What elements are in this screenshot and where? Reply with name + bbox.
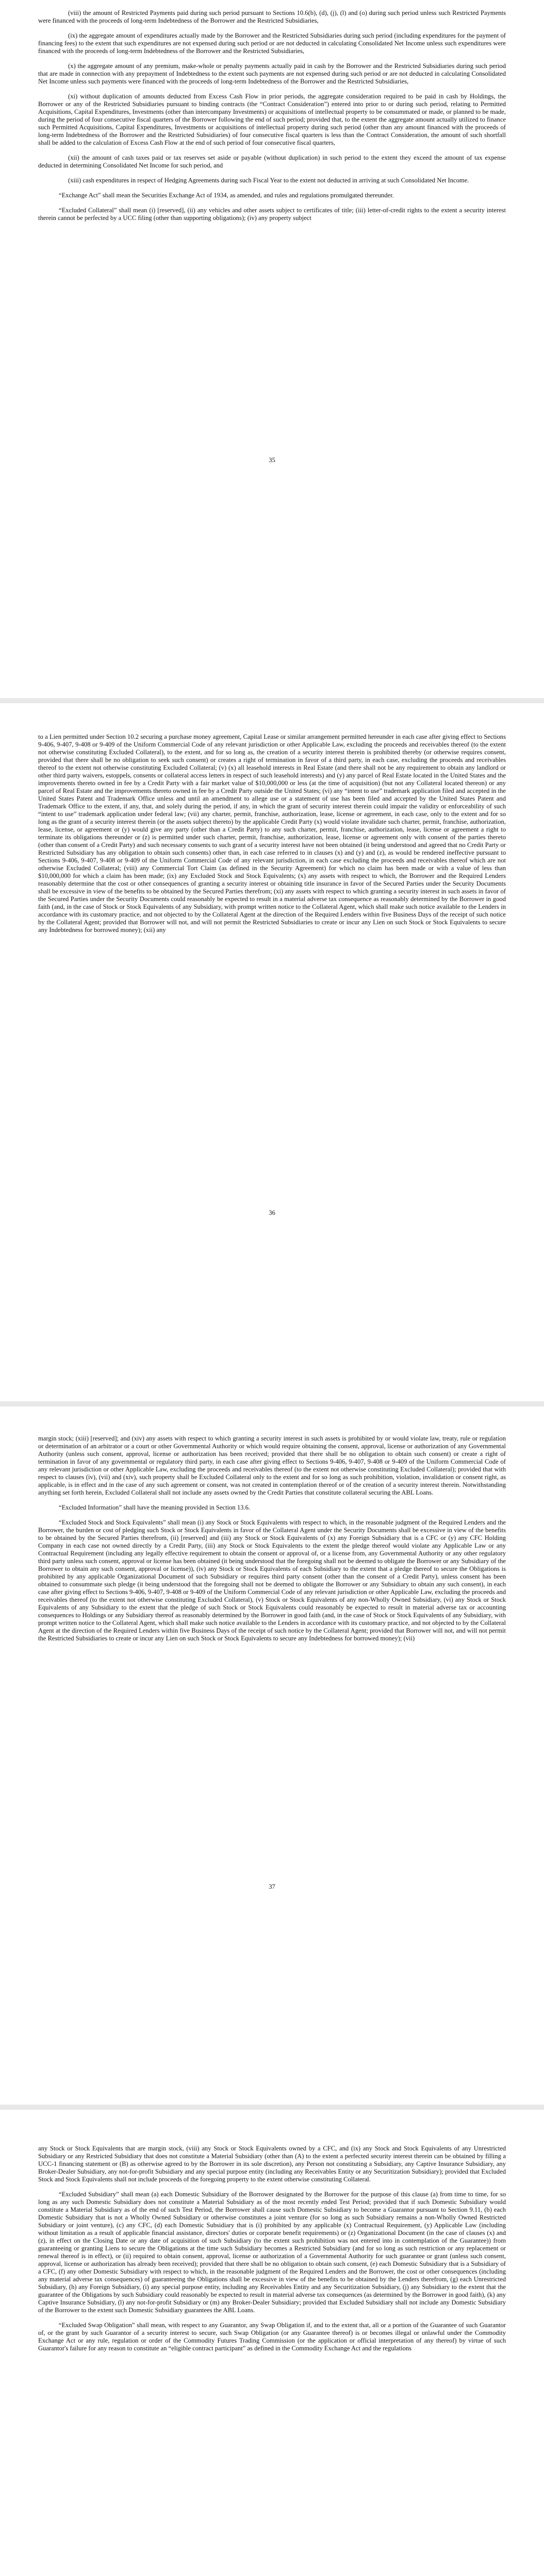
definition-text: shall mean, with respect to any Guarantor, any Swap Obligation if, and to the extent that, all or a portion of the Guarantee of such Guarantor of, or the grant by such Guarantor of a security interest to secure, such Swap Obligation (or any Guarantee thereof) is or becomes illegal or unlawful under the Commodity Exchange Act or any rule, regulation or order of the Commodity Futures Trading Commission (or the application or official interpretation of any thereof) by virtue of such Guarantor's failure for any reason to constitute an “eligible contract participant” as defined in the Commodity Exchange Act and the regulations (38, 2321, 506, 2352)
definition-excluded-subsidiary (38, 2191, 506, 2314)
defined-term: “Exchange Act” (59, 192, 101, 199)
excluded-stock-continued: any Stock or Stock Equivalents that are margin stock, (viii) any Stock or Stock Equivalents owned by a CFC, and (ix) any Stock and Stock Equivalents of any Unrestricted Subsidiary or any Restricted Subsidiary that does not constitute a Material Subsidiary (other than (A) to the extent a perfected security interest therein can be obtained by filling a UCC-1 financing statement or (B) as otherwise agreed to by the Borrower in its sole discretion), any Person not constituting a Subsidiary, any Captive Insurance Subsidiary, any Broker-Dealer Subsidiary, any not-for-profit Subsidiary and any special purpose entity (including any Receivables Entity or any Securitization Subsidiary); provided that Excluded Stock and Stock Equivalents shall not include proceeds of the foregoing property to the extent otherwise constituting Collateral. (38, 2145, 506, 2183)
defined-term: “Excluded Collateral” (59, 207, 117, 214)
page-37-body (38, 1435, 506, 1650)
definition-exchange-act (38, 192, 506, 199)
defined-term: “Excluded Swap Obligation” (59, 2321, 135, 2329)
definition-text: shall have the meaning provided in Section 13.6. (122, 1504, 251, 1511)
page-separator (0, 1401, 544, 1406)
definition-text: shall mean (i) any Stock or Stock Equivalents with respect to which, in the reasonable judgment of the Required Lenders and the Borrower, the burden or cost of pledging such Stock or Stock Equivalents in favor of the Collateral Agent under the Security Documents shall be excessive in view of the benefits to be obtained by the Secured Parties therefrom, (ii) [reserved] and (iii) any Stock or Stock Equivalents of (x) any Foreign Subsidiary that is a CFC or (y) any CFC Holding Company in each case not owned directly by a Credit Party, (iii) any Stock or Stock Equivalents to the extent the pledge thereof would violate any Applicable Law or any Contractual Requirement (including any legally effective requirement to obtain the consent or approval of, or a license from, any Governmental Authority or any other regulatory third party unless such consent, approval or license has been obtained (it being understood that the foregoing shall not be deemed to obligate the Borrower or any Subsidiary of the Borrower to obtain any such consent, approval or license)), (iv) any Stock or Stock Equivalents of each Subsidiary to the extent that a pledge thereof to secure the Obligations is prohibited by any applicable Organizational Document of such Subsidiary or requires third party consent (other than the consent of a Credit Party), unless consent has been obtained to consummate such pledge (it being understood that the foregoing shall not be deemed to obligate the Borrower or any Subsidiary to obtain any such consent), in each case after giving effect to Sections 9-406, 9-407, 9-408 or 9-409 of the Uniform Commercial Code of any relevant jurisdiction or other Applicable Law, excluding the proceeds and receivables thereof (to the extent not otherwise constituting Excluded Collateral), (v) Stock or Stock Equivalents of any non-Wholly Owned Subsidiary, (vi) any Stock or Stock Equivalents of any Subsidiary to the extent that the pledge of such Stock or Stock Equivalents could reasonably be expected to result in material adverse tax or accounting consequences to Holdings or any Subsidiary thereof as reasonably determined by the Borrower in good faith (and, in the case of Stock or Stock Equivalents of any Subsidiary, with prompt written notice to the Collateral Agent, which shall make such notice available to the Lenders in accordance with its customary practice, and not objected to by the Collateral Agent at the direction of the Required Lenders within five Business Days of the receipt of such notice by the Collateral Agent; provided that Borrower will not, and will not permit the Restricted Subsidiaries to create or incur any Lien on such Stock or Stock Equivalents to secure any Indebtedness for borrowed money); (vii) (38, 1519, 506, 1642)
definition-excluded-information (38, 1504, 506, 1512)
page-separator (0, 698, 544, 703)
page-number: 35 (269, 456, 275, 464)
definition-excluded-stock (38, 1519, 506, 1642)
page-36-body (38, 733, 506, 941)
page-38-body (38, 2145, 506, 2360)
clause-x: (x) the aggregate amount of any premium, make-whole or penalty payments actually paid in cash by the Borrower and the Restricted Subsidiaries during such period that are made in connection with any prepayment of Indebtedness to the extent such payments are not expensed during such period or are not deducted in calculating Consolidated Net Income unless such payments were financed with the proceeds of long-term Indebtedness of the Borrower and the Restricted Subsidiaries, (38, 62, 506, 85)
definition-excluded-collateral (38, 207, 506, 222)
clause-ix: (ix) the aggregate amount of expenditures actually made by the Borrower and the Restricted Subsidiaries during such period (including expenditures for the payment of financing fees) to the extent that such expenditures are not expensed during such period or are not deducted in calculating Consolidated Net Income unless such expenditures were financed with the proceeds of long-term Indebtedness of the Borrower and the Restricted Subsidiaries, (38, 32, 506, 55)
page-36 (0, 703, 544, 1401)
page-37 (0, 1406, 544, 2105)
page-number: 36 (269, 1209, 275, 1216)
page-35 (0, 0, 544, 698)
defined-term: “Excluded Subsidiary” (59, 2191, 119, 2198)
definition-text: shall mean (i) [reserved], (ii) any vehicles and other assets subject to certificates of title; (iii) letter-of-credit rights to the extent a security interest therein cannot be perfected by a UCC filing (other than supporting obligations); (iv) any property subject (38, 207, 506, 222)
excluded-collateral-continued: to a Lien permitted under Section 10.2 securing a purchase money agreement, Capital Lease or similar arrangement permitted hereunder in each case after giving effect to Sections 9-406, 9-407, 9-408 or 9-409 of the Uniform Commercial Code of any relevant jurisdiction or other Applicable Law, excluding the proceeds and receivables thereof (to the extent not otherwise constituting Excluded Collateral), to the extent, and for so long as, the creation of a security interest therein is prohibited thereby (or otherwise requires consent, provided that there shall be no obligation to seek such consent) or creates a right of termination in favor of a third party, in each case, excluding the proceeds and receivables thereof to the extent not otherwise constituting Excluded Collateral; (v) (x) all leasehold interests in Real Estate (and there shall not be any requirement to obtain any landlord or other third party waivers, estoppels, consents or collateral access letters in respect of such leasehold interests) and (y) any parcel of Real Estate located in the United States and the improvements thereto owned in fee by a Credit Party with a fair market value of $10,000,000 or less (at the time of acquisition) (but not any Collateral located thereon) or any parcel of Real Estate and the improvements thereto owned in fee by a Credit Party outside the United States; (vi) any “intent to use” trademark application filed and accepted in the United States Patent and Trademark Office unless and until an amendment to allege use or a statement of use has been filed and accepted by the United States Patent and Trademark Office to the extent, if any, that, and solely during the period, if any, in which the grant of security interest therein could impair the validity or enforceability of such “intent to use” trademark application under federal law; (vii) any charter, permit, franchise, authorization, lease, license or agreement, in each case, only to the extent and for so long as the grant of a security interest therein (or the assets subject thereto) by the applicable Credit Party (x) would violate invalidate such charter, permit, franchise, authorization, lease, license, or agreement or (y) would give any party (other than a Credit Party) to any such charter, permit, franchise, authorization, lease, license or agreement a right to terminate its obligations thereunder or (z) is permitted under such charter, permit, franchise, authorization, lease, license or agreement only with consent of the parties thereto (other than consent of a Credit Party) and such necessary consents to such grant of a security interest have not been obtained (it being understood and agreed that no Credit Party or Restricted Subsidiary has any obligation to obtain such consents) other than, in each case referred to in clauses (x) and (y) and (z), as would be rendered ineffective pursuant to Sections 9-406, 9-407, 9-408 or 9-409 of the Uniform Commercial Code of any relevant jurisdiction, in each case excluding the proceeds and receivables thereof which are not otherwise Excluded Collateral; (viii) any Commercial Tort Claim (as defined in the Security Agreement) for which no claim has been made or with a value of less than $10,000,000 for which a claim has been made; (ix) any Excluded Stock and Stock Equivalents; (x) any assets with respect to which, the Borrower and the Required Lenders reasonably determine that the cost or other consequences of granting a security interest or obtaining title insurance in favor of the Secured Parties under the Security Documents shall be excessive in view of the benefits to be obtained by the Secured Parties therefrom; (xi) any assets with respect to which granting a security interest in such assets in favor of the Secured Parties under the Security Documents could reasonably be expected to result in a material adverse tax consequence as reasonably determined by the Borrower in good faith (and, in the case of Stock or Stock Equivalents of any Subsidiary, with prompt written notice to the Collateral Agent, which shall make such notice available to the Lenders in accordance with its customary practice, and not objected to by the Collateral Agent at the direction of the Required Lenders within five Business Days of the receipt of such notice by the Collateral Agent; provided that Borrower will not, and will not permit the Restricted Subsidiaries to create or incur any Lien on such Stock or Stock Equivalents to secure any Indebtedness for borrowed money); (xii) any (38, 733, 506, 934)
defined-term: “Excluded Stock and Stock Equivalents” (59, 1519, 166, 1526)
clause-xii: (xii) the amount of cash taxes paid or tax reserves set aside or payable (without duplication) in such period to the extent they exceed the amount of tax expense deducted in determining Consolidated Net Income for such period, and (38, 154, 506, 169)
definition-excluded-swap-obligation (38, 2321, 506, 2352)
page-35-body (38, 9, 506, 229)
page-number: 37 (269, 1883, 275, 1890)
definition-text: shall mean the Securities Exchange Act of 1934, as amended, and rules and regulations promulgated thereunder. (101, 192, 394, 199)
definition-text: shall mean (a) each Domestic Subsidiary of the Borrower designated by the Borrower for the purpose of this clause (a) from time to time, for so long as any such Domestic Subsidiary does not constitute a Material Subsidiary as of the most recently ended Test Period; provided that if such Domestic Subsidiary would constitute a Material Subsidiary as of the end of such Test Period, the Borrower shall cause such Domestic Subsidiary to become a Guarantor pursuant to Section 9.11, (b) each Domestic Subsidiary that is not a Wholly Owned Subsidiary or otherwise constitutes a joint venture (for so long as such Subsidiary remains a non-Wholly Owned Restricted Subsidiary or joint venture), (c) any CFC, (d) each Domestic Subsidiary that is (i) prohibited by any applicable (x) Contractual Requirement, (y) Applicable Law (including without limitation as a result of applicable financial assistance, directors' duties or corporate benefit requirements) or (z) Organizational Document (in the case of clauses (x) and (z), in effect on the Closing Date or any date of acquisition of such Subsidiary (to the extent such prohibition was not entered into in contemplation of the Guarantee)) from guaranteeing or granting Liens to secure the Obligations at the time such Subsidiary becomes a Restricted Subsidiary (and for so long as such restriction or any replacement or renewal thereof is in effect), or (ii) required to obtain consent, approval, license or authorization of a Governmental Authority for such guarantee or grant (unless such consent, approval, license or authorization has already been received); provided that there shall be no obligation to obtain such consent, (e) each Domestic Subsidiary that is a Subsidiary of a CFC, (f) any other Domestic Subsidiary with respect to which, in the reasonable judgment of the Required Lenders and the Borrower, the cost or other consequences (including any material adverse tax consequences) of guaranteeing the Obligations shall be excessive in view of the benefits to be obtained by the Lenders therefrom, (g) each Unrestricted Subsidiary, (h) any Foreign Subsidiary, (i) any special purpose entity, including any Receivables Entity and any Securitization Subsidiary, (j) any Subsidiary to the extent that the guarantee of the Obligations by such Subsidiary could reasonably be expected to result in material adverse tax consequences (as determined by the Borrower in good faith), (k) any Captive Insurance Subsidiary, (l) any not-for-profit Subsidiary or (m) any Broker-Dealer Subsidiary; provided that Excluded Subsidiary shall not include any Domestic Subsidiary of the Borrower to the extent such Domestic Subsidiary guarantees the ABL Loans. (38, 2191, 506, 2314)
defined-term: “Excluded Information” (59, 1504, 122, 1511)
page-separator (0, 2105, 544, 2110)
clause-viii: (viii) the amount of Restricted Payments paid during such period pursuant to Sections 10.6(b), (d), (j), (l) and (o) during such period unless such Restricted Payments were financed with the proceeds of long-term Indebtedness of the Borrower and the Restricted Subsidiaries, (38, 9, 506, 24)
page-38 (0, 2110, 544, 2576)
excluded-collateral-continued: margin stock; (xiii) [reserved]; and (xiv) any assets with respect to which granting a security interest in such assets is prohibited by or would violate law, treaty, rule or regulation or determination of an arbitrator or a court or other Governmental Authority or which would require obtaining the consent, approval, license or authorization of any Governmental Authority (unless such consent, approval, license or authorization has been received; provided that there shall be no obligation to obtain such consent) or create a right of termination in favor of any governmental or regulatory third party, in each case after giving effect to Sections 9-406, 9-407, 9-408 or 9-409 of the Uniform Commercial Code of any relevant jurisdiction or other Applicable Law, excluding the proceeds and receivables thereof (to the extent not otherwise constituting Excluded Collateral); provided that with respect to clauses (iv), (vii) and (xiv), such property shall be Excluded Collateral only to the extent and for so long as such prohibition, violation, invalidation or consent right, as applicable, is in effect and in the case of any such agreement or consent, was not created in contemplation thereof or of the creation of a security interest therein. Notwithstanding anything set forth herein, Excluded Collateral shall not include any assets owned by the Credit Parties that constitute collateral securing the ABL Loans. (38, 1435, 506, 1496)
clause-xi: (xi) without duplication of amounts deducted from Excess Cash Flow in prior periods, the aggregate consideration required to be paid in cash by Holdings, the Borrower or any of the Restricted Subsidiaries pursuant to binding contracts (the “Contract Consideration”) entered into prior to or during such period, relating to Permitted Acquisitions, Capital Expenditures, Investments (other than intercompany Investments) or acquisitions of intellectual property to be consummated or made, or planned to be made, during the period of four consecutive fiscal quarters of the Borrower following the end of such period; provided that, to the extent the aggregate amount actually utilized to finance such Permitted Acquisitions, Capital Expenditures, Investments or acquisitions of intellectual property during such period (other than any amount financed with the proceeds of long-term Indebtedness of the Borrower and the Restricted Subsidiaries) of four consecutive fiscal quarters is less than the Contract Consideration, the amount of such shortfall shall be added to the calculation of Excess Cash Flow at the end of such period of four consecutive fiscal quarters, (38, 93, 506, 146)
clause-xiii: (xiii) cash expenditures in respect of Hedging Agreements during such Fiscal Year to the extent not deducted in arriving at such Consolidated Net Income. (68, 177, 469, 184)
